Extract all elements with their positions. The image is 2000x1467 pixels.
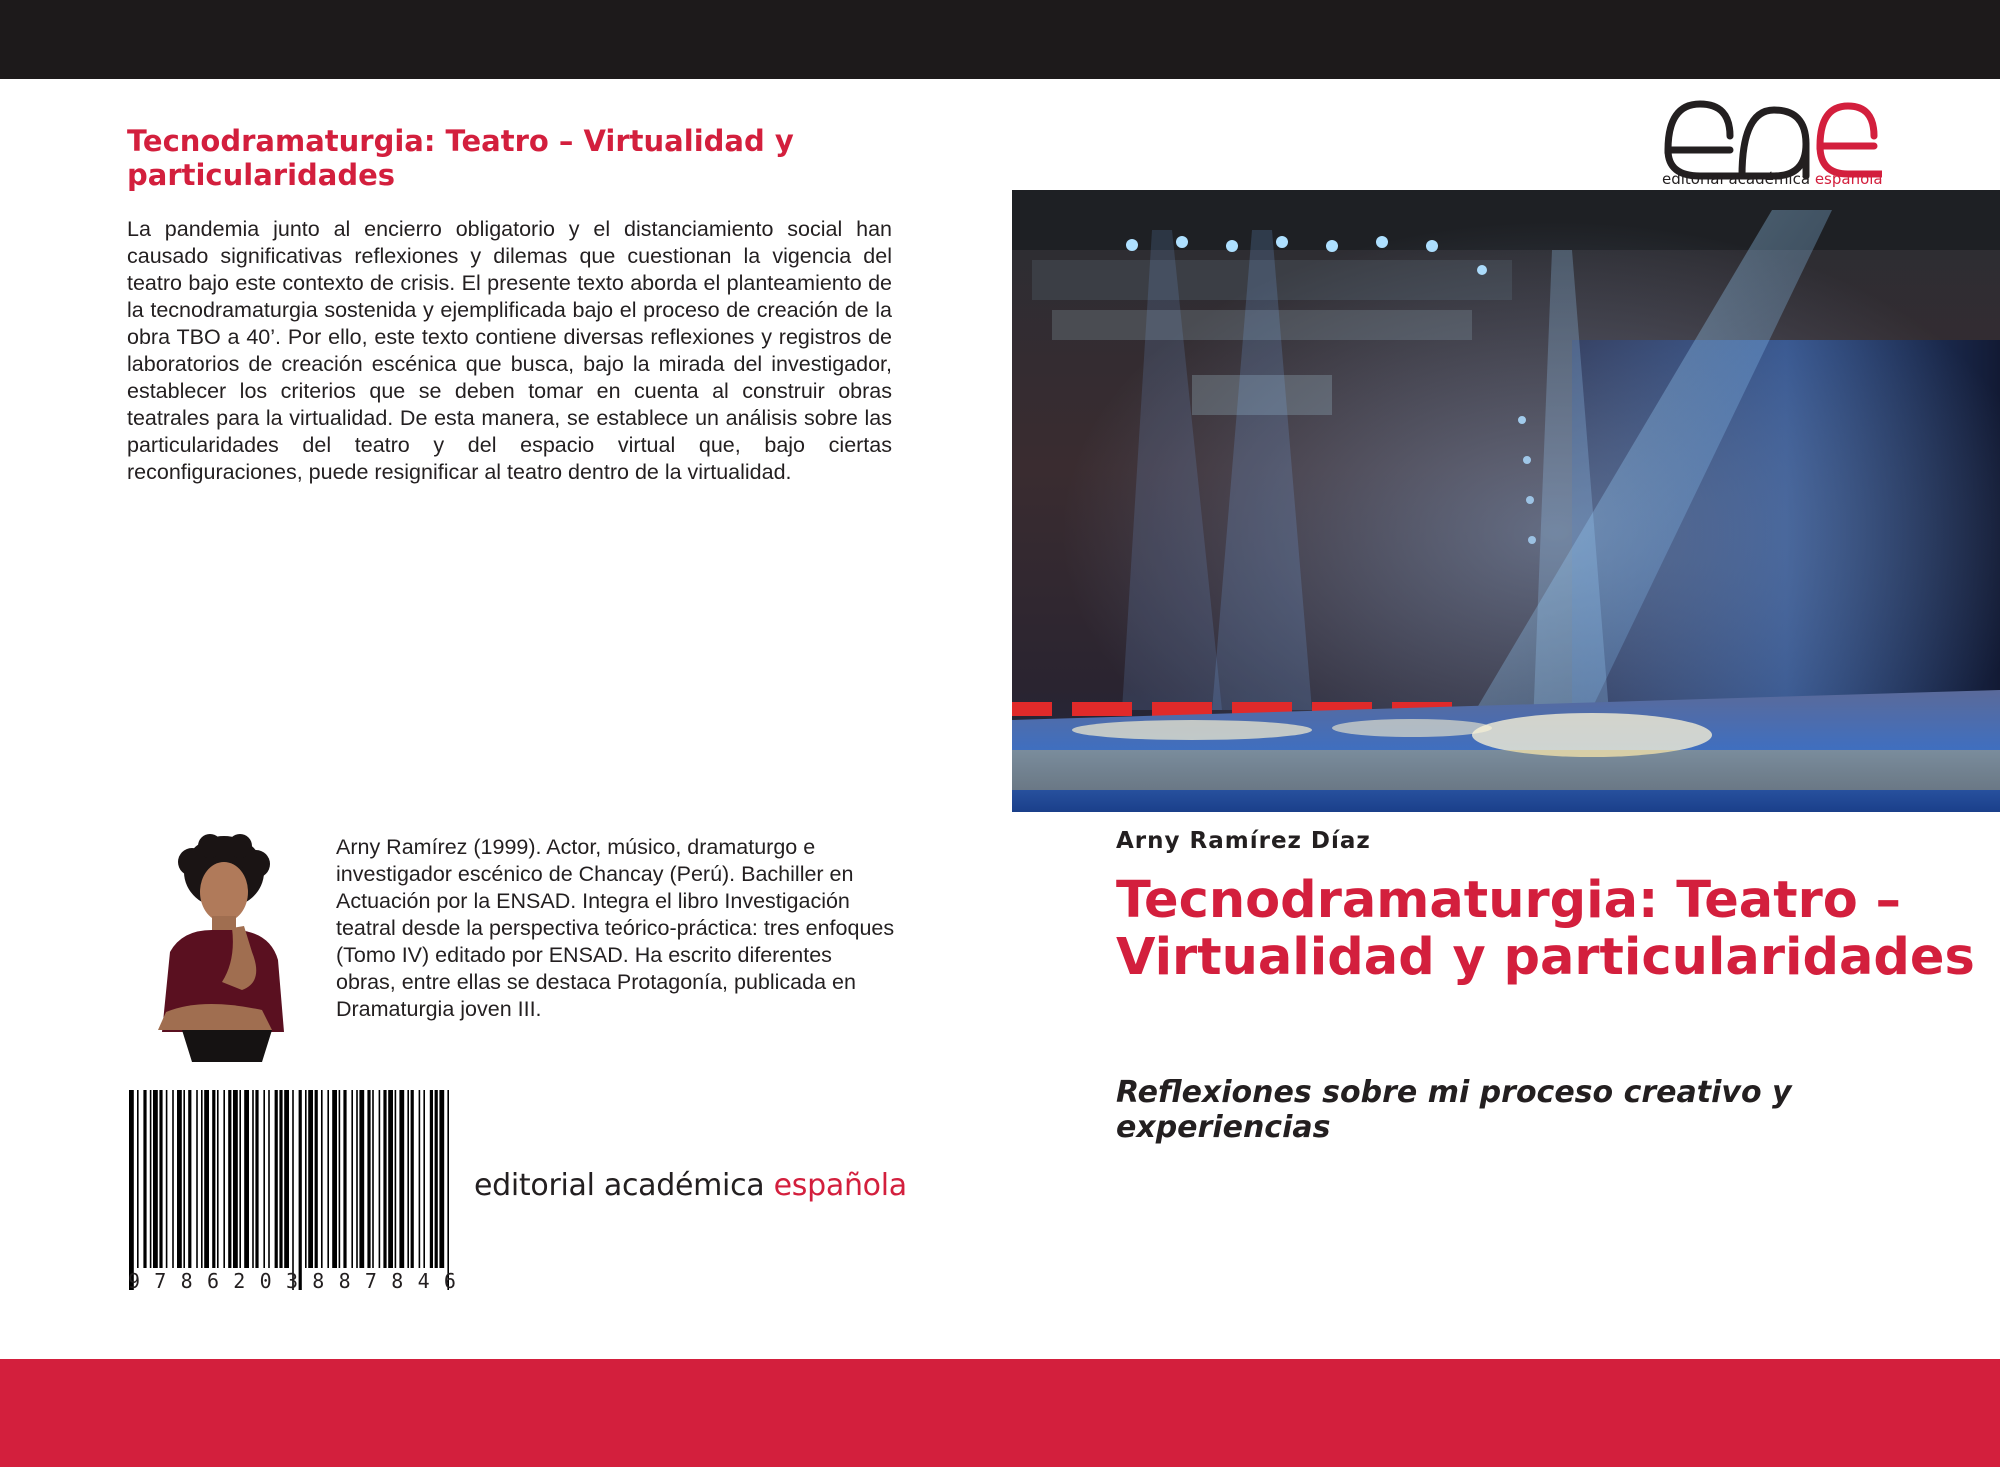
barcode-bar <box>435 1090 438 1268</box>
barcode-bar <box>447 1090 449 1290</box>
barcode-bar <box>339 1090 341 1268</box>
front-cover-subtitle: Reflexiones sobre mi proceso creativo y experiencias <box>1116 1075 1792 1145</box>
isbn-barcode <box>127 1090 457 1290</box>
barcode-bar <box>275 1090 278 1268</box>
barcode-bar <box>315 1090 318 1268</box>
barcode-bar <box>228 1090 231 1268</box>
barcode-bar <box>439 1090 444 1268</box>
barcode-bar <box>411 1090 414 1268</box>
barcode-bar <box>188 1090 191 1268</box>
barcode-bar <box>399 1090 404 1268</box>
barcode-bar <box>407 1090 409 1268</box>
barcode-bar <box>367 1090 370 1268</box>
barcode-bar <box>143 1090 146 1268</box>
barcode-bar <box>255 1090 258 1268</box>
barcode-bar <box>159 1090 162 1268</box>
isbn-digit: 3 <box>285 1269 298 1293</box>
barcode-bar <box>327 1090 329 1268</box>
barcode-bar <box>183 1090 185 1268</box>
barcode-bar <box>244 1090 249 1268</box>
barcode-bar <box>284 1090 289 1268</box>
back-cover-blurb: La pandemia junto al encierro obligatorio y el distanciamiento social han causado significativas reflexiones y dilemas que cuestionan la vigencia del teatro bajo este contexto de crisis. El presente texto aborda el planteamiento de la tecnodramaturgia sostenida y ejemplificada bajo el proceso de creación de la obra TBO a 40’. Por ello, este texto contiene diversas reflexiones y registros de laboratorios de creación escénica que busca, bajo la mirada del investigador, establecer los criterios que se deben tomar en cuenta al construir obras teatrales para la virtualidad. De esta manera, se establece un análisis sobre las particularidades del teatro y del espacio virtual que, bajo ciertas reconfiguraciones, puede resignificar al teatro dentro de la virtualidad. <box>127 217 892 484</box>
barcode-bar <box>356 1090 358 1268</box>
isbn-digit: 8 <box>391 1269 404 1293</box>
barcode-bar <box>359 1090 364 1268</box>
isbn-digit: 2 <box>233 1269 246 1293</box>
barcode-bar <box>395 1090 397 1268</box>
imprint-main: editorial académica <box>474 1168 774 1203</box>
barcode-bar <box>239 1090 241 1268</box>
barcode-bar <box>263 1090 265 1268</box>
isbn-digit: 8 <box>338 1269 351 1293</box>
back-cover-title: Tecnodramaturgia: Teatro – Virtualidad y particularidades <box>127 124 794 192</box>
isbn-digit: 6 <box>443 1269 456 1293</box>
front-cover-title: Tecnodramaturgia: Teatro – Virtualidad y particularidades <box>1116 871 1975 987</box>
isbn-digit: 8 <box>312 1269 325 1293</box>
barcode-bar <box>153 1090 158 1268</box>
isbn-digit: 0 <box>259 1269 272 1293</box>
barcode-bar <box>137 1090 139 1268</box>
logo-text-accent: española <box>1814 170 1883 188</box>
isbn-digits <box>124 1269 460 1293</box>
barcode-bar <box>252 1090 254 1268</box>
barcode-bar <box>129 1090 134 1290</box>
imprint-accent: española <box>773 1168 907 1203</box>
barcode-bar <box>166 1090 168 1268</box>
isbn-digit: 6 <box>206 1269 219 1293</box>
barcode-bar <box>150 1090 152 1268</box>
barcode-bar <box>212 1090 215 1268</box>
barcode-bar <box>196 1090 198 1268</box>
barcode-bar <box>419 1090 421 1268</box>
barcode-bar <box>292 1090 294 1290</box>
barcode-bar <box>332 1090 337 1268</box>
barcode-bar <box>172 1090 174 1268</box>
barcode-bar <box>223 1090 225 1268</box>
barcode-bar <box>388 1090 393 1268</box>
isbn-digit: 8 <box>180 1269 193 1293</box>
top-dark-band <box>0 0 2000 79</box>
back-imprint <box>474 1168 907 1203</box>
logo-wordmark <box>1662 170 1883 188</box>
isbn-digit: 7 <box>364 1269 377 1293</box>
barcode-bar <box>268 1090 270 1268</box>
barcode-bar <box>299 1090 302 1290</box>
barcode-bar <box>308 1090 313 1268</box>
barcode-bar <box>279 1090 282 1268</box>
author-photo <box>152 832 292 1062</box>
theater-stage-photo <box>1012 190 2000 812</box>
front-cover-author: Arny Ramírez Díaz <box>1116 828 1371 854</box>
barcode-bar <box>383 1090 386 1268</box>
barcode-bar <box>233 1090 238 1268</box>
logo-text-main: editorial académica <box>1662 170 1815 188</box>
barcode-bar <box>423 1090 425 1268</box>
isbn-digit: 7 <box>154 1269 167 1293</box>
barcode-bar <box>204 1090 209 1268</box>
barcode-bar <box>379 1090 381 1268</box>
barcode-bar <box>321 1090 323 1268</box>
barcode-bar <box>351 1090 353 1268</box>
isbn-digit: 4 <box>417 1269 430 1293</box>
author-bio: Arny Ramírez (1999). Actor, músico, dramaturgo e investigador escénico de Chancay (Perú). Bachiller en Actuación por la ENSAD. Integra el libro Investigación teatral desde la perspectiva teórico-práctica: tres enfoques (Tomo IV) editado por ENSAD. Ha escrito diferentes obras, entre ellas se destaca Protagonía, publicada en Dramaturgia joven III. <box>336 835 895 1021</box>
barcode-bar <box>343 1090 346 1268</box>
barcode-bar <box>201 1090 203 1268</box>
barcode-bar <box>217 1090 219 1268</box>
barcode-bar <box>372 1090 374 1268</box>
barcode-bar <box>430 1090 433 1268</box>
bottom-red-band <box>0 1359 2000 1467</box>
barcode-bar <box>305 1090 307 1268</box>
isbn-digit: 9 <box>127 1269 141 1293</box>
barcode-bar <box>177 1090 182 1268</box>
